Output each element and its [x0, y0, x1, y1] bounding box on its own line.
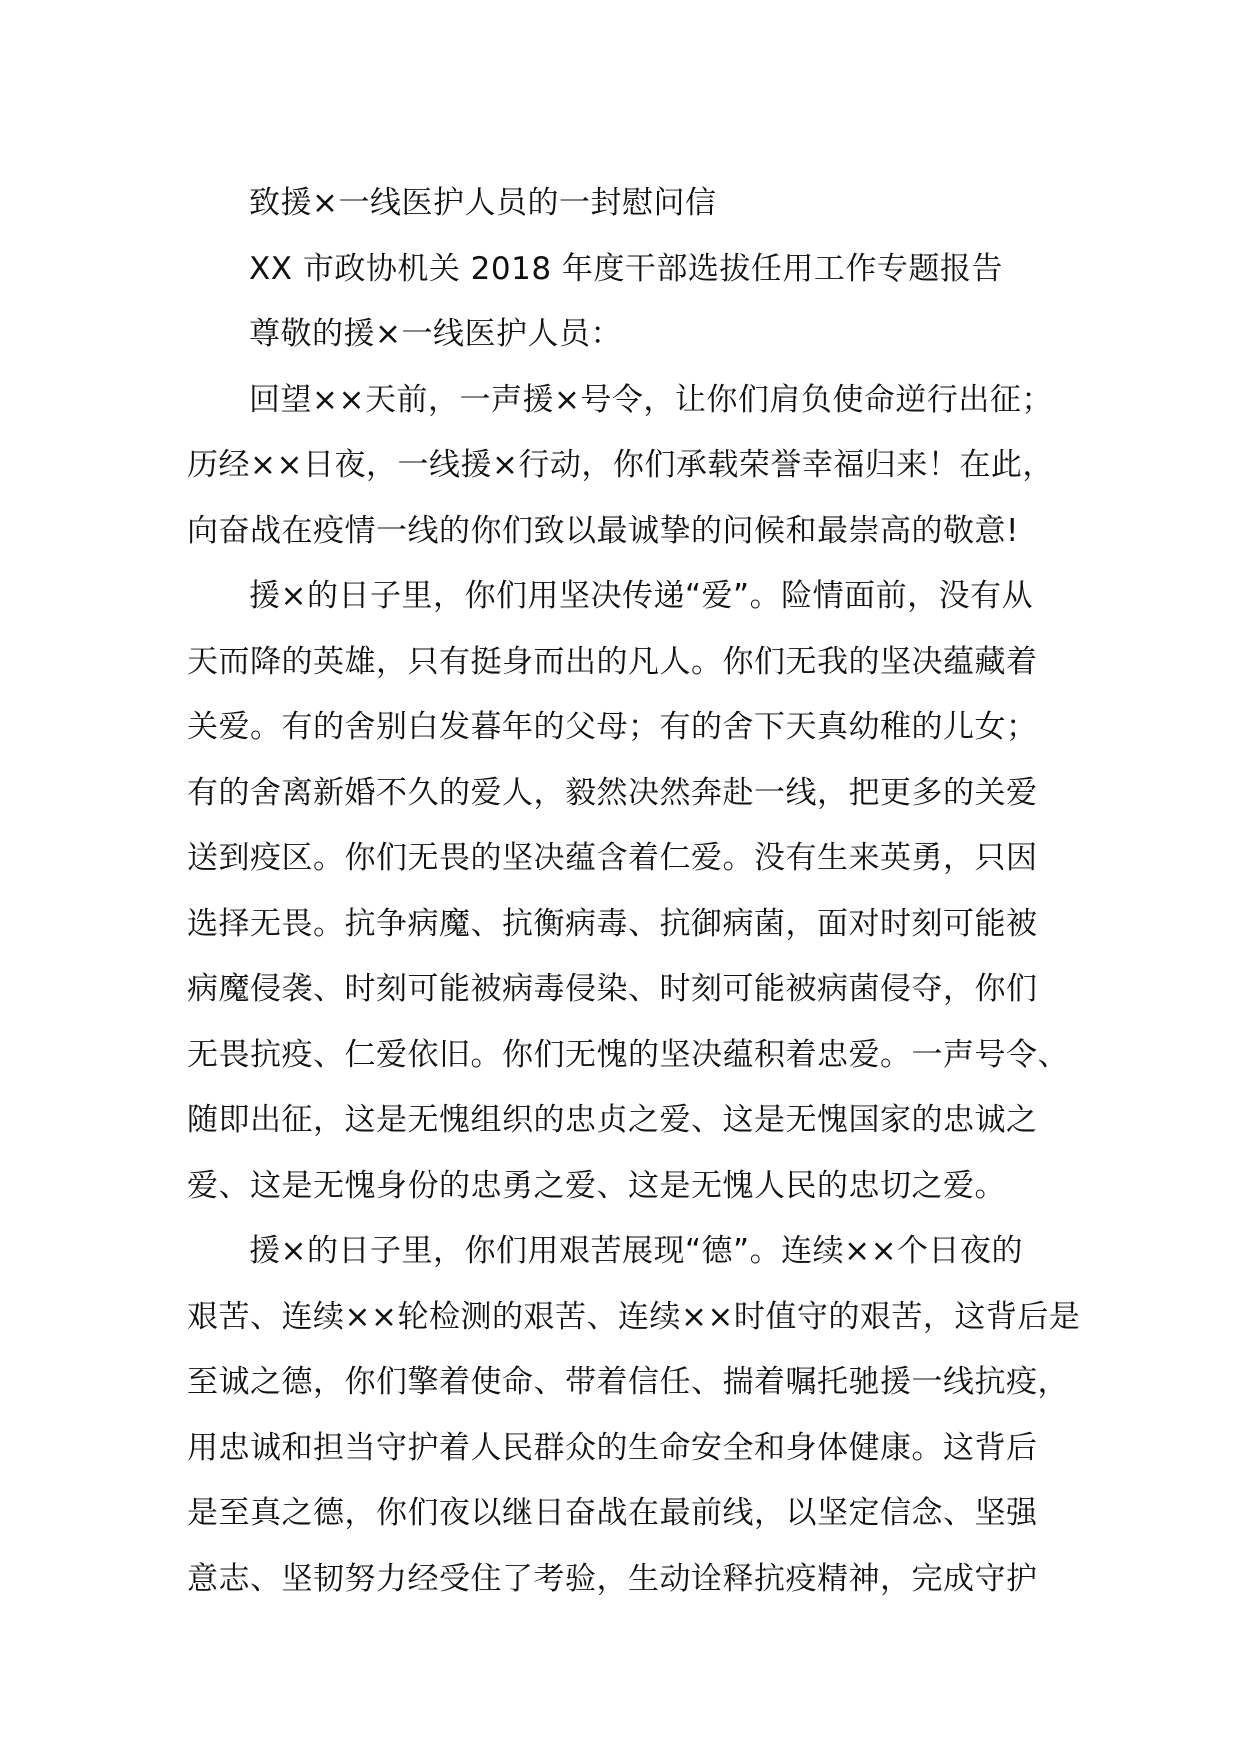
paragraph-3-line: 意志、坚韧努力经受住了考验，生动诠释抗疫精神，完成守护 — [187, 1560, 1038, 1597]
paragraph-3-line: 是至真之德，你们夜以继日奋战在最前线，以坚定信念、坚强 — [187, 1495, 1038, 1531]
paragraph-2-line: 有的舍离新婚不久的爱人，毅然决然奔赴一线，把更多的关爱 — [187, 774, 1038, 811]
paragraph-3-line: 艰苦、连续××轮检测的艰苦、连续××时值守的艰苦，这背后是 — [187, 1298, 1081, 1335]
paragraph-2-line: 送到疫区。你们无畏的坚决蕴含着仁爱。没有生来英勇，只因 — [187, 840, 1038, 876]
paragraph-2-line: 援×的日子里，你们用坚决传递“爱”。险情面前，没有从 — [249, 578, 1034, 614]
document-body — [187, 171, 1081, 1612]
paragraph-2-line: 病魔侵袭、时刻可能被病毒侵染、时刻可能被病菌侵夺，你们 — [187, 971, 1038, 1007]
document-subtitle: XX 市政协机关 2018 年度干部选拔任用工作专题报告 — [249, 250, 1003, 287]
document-title: 致援×一线医护人员的一封慰问信 — [249, 185, 717, 221]
paragraph-3-line: 援×的日子里，你们用艰苦展现“德”。连续××个日夜的 — [249, 1233, 1024, 1269]
paragraph-2-line: 无畏抗疫、仁爱依旧。你们无愧的坚决蕴积着忠爱。一声号令、 — [187, 1036, 1069, 1073]
paragraph-1-line: 向奋战在疫情一线的你们致以最诚挚的问候和最崇高的敬意! — [187, 512, 1019, 549]
paragraph-2-line: 随即出征，这是无愧组织的忠贞之爱、这是无愧国家的忠诚之 — [187, 1102, 1038, 1138]
paragraph-3-line: 用忠诚和担当守护着人民群众的生命安全和身体健康。这背后 — [187, 1429, 1038, 1466]
paragraph-1-line: 回望××天前，一声援×号令，让你们肩负使命逆行出征； — [249, 381, 1053, 418]
paragraph-2-line: 爱、这是无愧身份的忠勇之爱、这是无愧人民的忠切之爱。 — [187, 1167, 1006, 1204]
salutation: 尊敬的援×一线医护人员： — [249, 316, 622, 352]
paragraph-3-line: 至诚之德，你们擎着使命、带着信任、揣着嘱托驰援一线抗疫， — [187, 1364, 1069, 1400]
paragraph-2-line: 选择无畏。抗争病魔、抗衡病毒、抗御病菌，面对时刻可能被 — [187, 905, 1038, 942]
paragraph-2-line: 天而降的英雄，只有挺身而出的凡人。你们无我的坚决蕴藏着 — [187, 643, 1038, 680]
paragraph-2-line: 关爱。有的舍别白发暮年的父母；有的舍下天真幼稚的儿女； — [187, 709, 1038, 745]
paragraph-1-line: 历经××日夜，一线援×行动，你们承载荣誉幸福归来！在此， — [187, 447, 1054, 483]
